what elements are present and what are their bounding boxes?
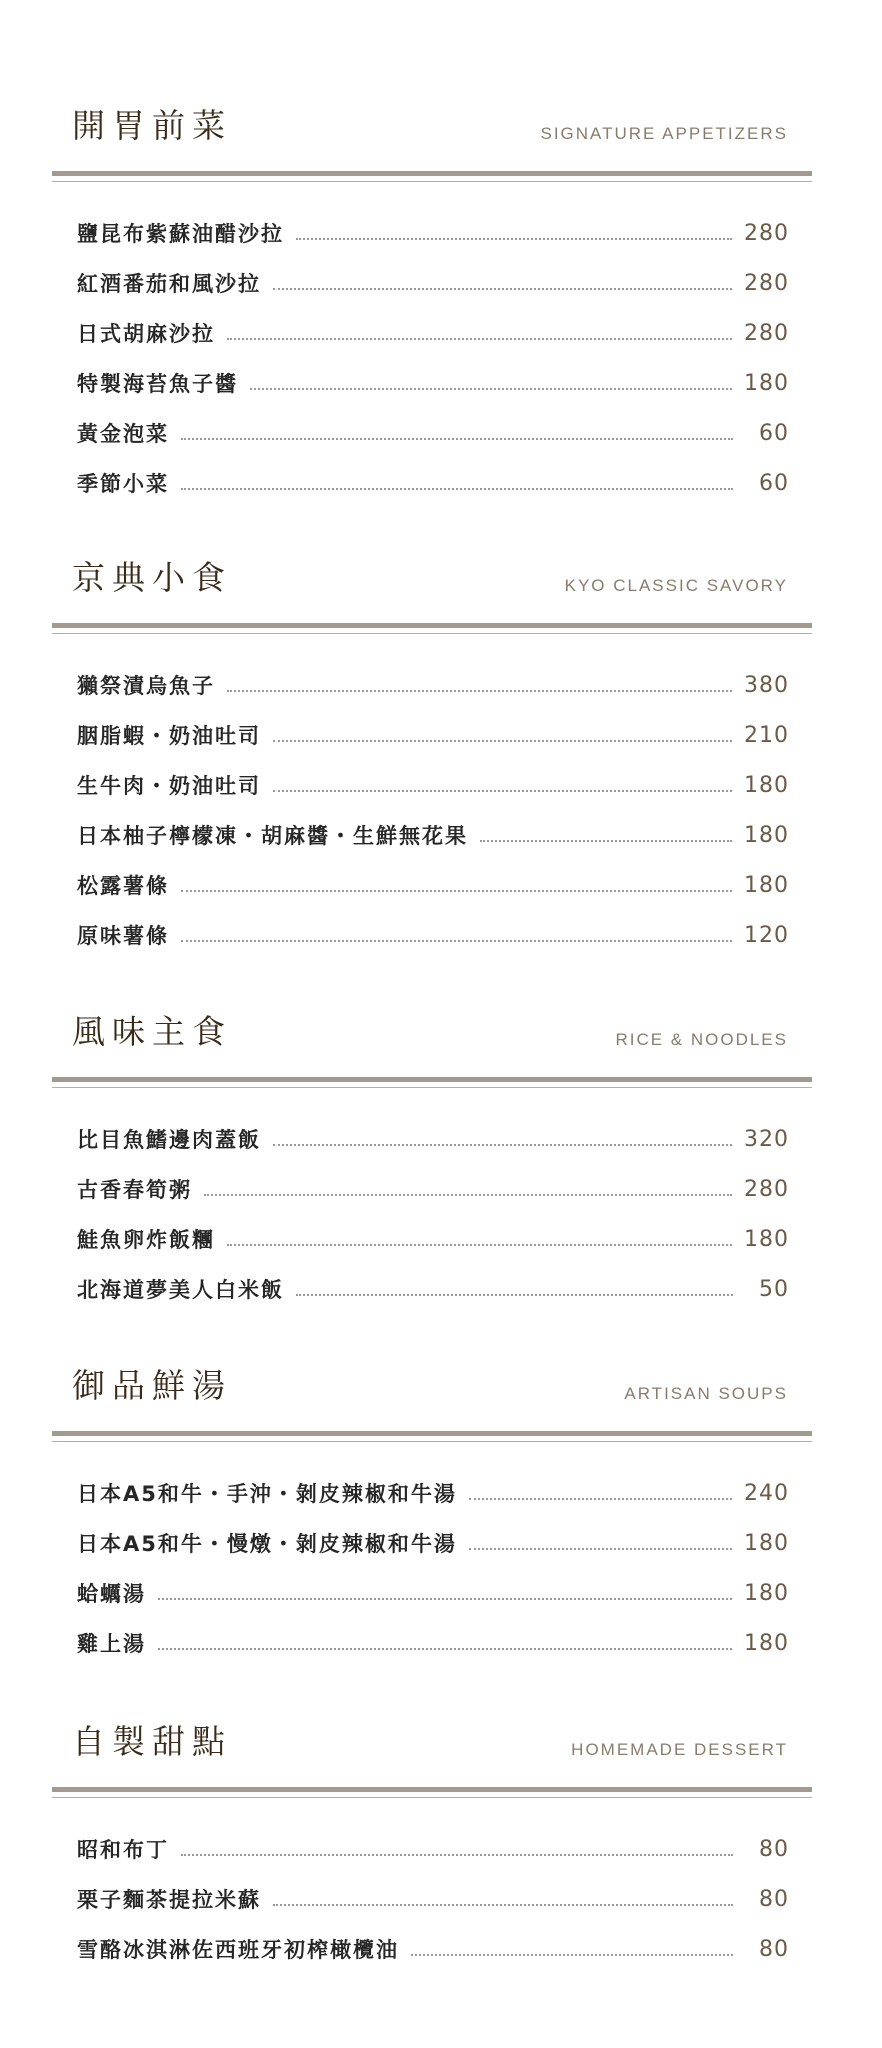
section-classic-savory xyxy=(52,512,812,948)
divider-thick xyxy=(52,1077,812,1082)
dot-leader xyxy=(273,288,732,290)
item-name: 特製海苔魚子醬 xyxy=(77,372,238,396)
section-subtitle: HOMEMADE DESSERT xyxy=(571,1740,788,1759)
divider-thick xyxy=(52,1431,812,1436)
section-header xyxy=(52,60,812,160)
item-name: 紅酒番茄和風沙拉 xyxy=(77,272,261,296)
dot-leader xyxy=(273,1144,732,1146)
divider-thin xyxy=(52,1797,812,1798)
divider-thick xyxy=(52,623,812,628)
dot-leader xyxy=(181,940,732,942)
item-price: 180 xyxy=(744,1226,789,1252)
item-name: 比目魚鰭邊肉蓋飯 xyxy=(77,1128,261,1152)
divider-thin xyxy=(52,633,812,634)
item-name: 日式胡麻沙拉 xyxy=(77,322,215,346)
item-price: 210 xyxy=(744,722,789,748)
menu-item xyxy=(77,910,789,960)
dot-leader xyxy=(250,388,732,390)
menu-item xyxy=(77,408,789,458)
section-header xyxy=(52,1676,812,1776)
section-artisan-soups xyxy=(52,1320,812,1656)
item-name: 原味薯條 xyxy=(77,924,169,948)
item-name: 胭脂蝦・奶油吐司 xyxy=(77,724,261,748)
section-subtitle: SIGNATURE APPETIZERS xyxy=(540,124,788,143)
item-price: 80 xyxy=(759,1836,789,1862)
divider-thin xyxy=(52,1441,812,1442)
item-price: 180 xyxy=(744,772,789,798)
item-list xyxy=(77,1824,789,1974)
menu-item xyxy=(77,1214,789,1264)
divider-thin xyxy=(52,181,812,182)
menu-item xyxy=(77,308,789,358)
menu-item xyxy=(77,1824,789,1874)
dot-leader xyxy=(273,740,732,742)
item-name: 日本柚子檸檬凍・胡麻醬・生鮮無花果 xyxy=(77,824,468,848)
item-price: 380 xyxy=(744,672,789,698)
item-price: 80 xyxy=(759,1936,789,1962)
section-subtitle: RICE & NOODLES xyxy=(615,1030,788,1049)
menu-item xyxy=(77,258,789,308)
item-name: 雞上湯 xyxy=(77,1632,146,1656)
item-name: 蛤蠣湯 xyxy=(77,1582,146,1606)
item-price: 50 xyxy=(759,1276,789,1302)
dot-leader xyxy=(158,1598,732,1600)
item-list xyxy=(77,208,789,508)
menu-item xyxy=(77,710,789,760)
item-name: 古香春筍粥 xyxy=(77,1178,192,1202)
item-name: 鹽昆布紫蘇油醋沙拉 xyxy=(77,222,284,246)
dot-leader xyxy=(181,1854,733,1856)
menu-item xyxy=(77,1568,789,1618)
dot-leader xyxy=(296,1294,733,1296)
menu-item xyxy=(77,358,789,408)
dot-leader xyxy=(227,338,732,340)
divider-thin xyxy=(52,1087,812,1088)
item-price: 180 xyxy=(744,872,789,898)
item-price: 180 xyxy=(744,370,789,396)
dot-leader xyxy=(181,890,732,892)
menu-item xyxy=(77,208,789,258)
menu-item xyxy=(77,660,789,710)
item-price: 280 xyxy=(744,320,789,346)
section-header xyxy=(52,966,812,1066)
item-name: 季節小菜 xyxy=(77,472,169,496)
dot-leader xyxy=(181,488,733,490)
section-header xyxy=(52,512,812,612)
item-price: 280 xyxy=(744,270,789,296)
dot-leader xyxy=(469,1548,732,1550)
menu-item xyxy=(77,1468,789,1518)
item-price: 280 xyxy=(744,220,789,246)
section-homemade-dessert xyxy=(52,1676,812,1962)
item-name: 鮭魚卵炸飯糰 xyxy=(77,1228,215,1252)
item-name: 獺祭漬烏魚子 xyxy=(77,674,215,698)
menu-item xyxy=(77,458,789,508)
section-title: 京典小食 xyxy=(72,558,232,597)
dot-leader xyxy=(204,1194,732,1196)
item-price: 120 xyxy=(744,922,789,948)
dot-leader xyxy=(227,1244,732,1246)
dot-leader xyxy=(273,790,732,792)
menu-item xyxy=(77,1924,789,1974)
item-name: 生牛肉・奶油吐司 xyxy=(77,774,261,798)
item-price: 60 xyxy=(759,420,789,446)
menu-item xyxy=(77,760,789,810)
dot-leader xyxy=(296,238,732,240)
dot-leader xyxy=(181,438,733,440)
section-rice-noodles xyxy=(52,966,812,1302)
menu-item xyxy=(77,1874,789,1924)
item-name: 昭和布丁 xyxy=(77,1838,169,1862)
item-name: 黃金泡菜 xyxy=(77,422,169,446)
item-price: 180 xyxy=(744,1530,789,1556)
item-name: 雪酪冰淇淋佐西班牙初榨橄欖油 xyxy=(77,1938,399,1962)
item-price: 320 xyxy=(744,1126,789,1152)
item-list xyxy=(77,1468,789,1668)
dot-leader xyxy=(227,690,732,692)
dot-leader xyxy=(469,1498,732,1500)
dot-leader xyxy=(411,1954,733,1956)
item-price: 180 xyxy=(744,1580,789,1606)
section-title: 自製甜點 xyxy=(72,1722,232,1761)
divider-thick xyxy=(52,171,812,176)
menu-item xyxy=(77,1264,789,1314)
menu-item xyxy=(77,1114,789,1164)
menu-item xyxy=(77,1164,789,1214)
menu-item xyxy=(77,860,789,910)
item-name: 北海道夢美人白米飯 xyxy=(77,1278,284,1302)
item-list xyxy=(77,660,789,960)
item-price: 240 xyxy=(744,1480,789,1506)
menu-item xyxy=(77,1518,789,1568)
item-price: 60 xyxy=(759,470,789,496)
section-subtitle: KYO CLASSIC SAVORY xyxy=(564,576,788,595)
section-title: 御品鮮湯 xyxy=(72,1366,232,1405)
item-name: 栗子麵茶提拉米蘇 xyxy=(77,1888,261,1912)
section-appetizers xyxy=(52,60,812,496)
menu-item xyxy=(77,1618,789,1668)
item-price: 180 xyxy=(744,1630,789,1656)
dot-leader xyxy=(273,1904,733,1906)
item-name: 日本A5和牛・慢燉・剝皮辣椒和牛湯 xyxy=(77,1532,457,1556)
item-price: 280 xyxy=(744,1176,789,1202)
dot-leader xyxy=(158,1648,732,1650)
item-name: 日本A5和牛・手沖・剝皮辣椒和牛湯 xyxy=(77,1482,457,1506)
item-price: 180 xyxy=(744,822,789,848)
item-name: 松露薯條 xyxy=(77,874,169,898)
divider-thick xyxy=(52,1787,812,1792)
section-title: 風味主食 xyxy=(72,1012,232,1051)
section-subtitle: ARTISAN SOUPS xyxy=(624,1384,788,1403)
menu-item xyxy=(77,810,789,860)
dot-leader xyxy=(480,840,732,842)
item-price: 80 xyxy=(759,1886,789,1912)
section-title: 開胃前菜 xyxy=(72,106,232,145)
section-header xyxy=(52,1320,812,1420)
item-list xyxy=(77,1114,789,1314)
